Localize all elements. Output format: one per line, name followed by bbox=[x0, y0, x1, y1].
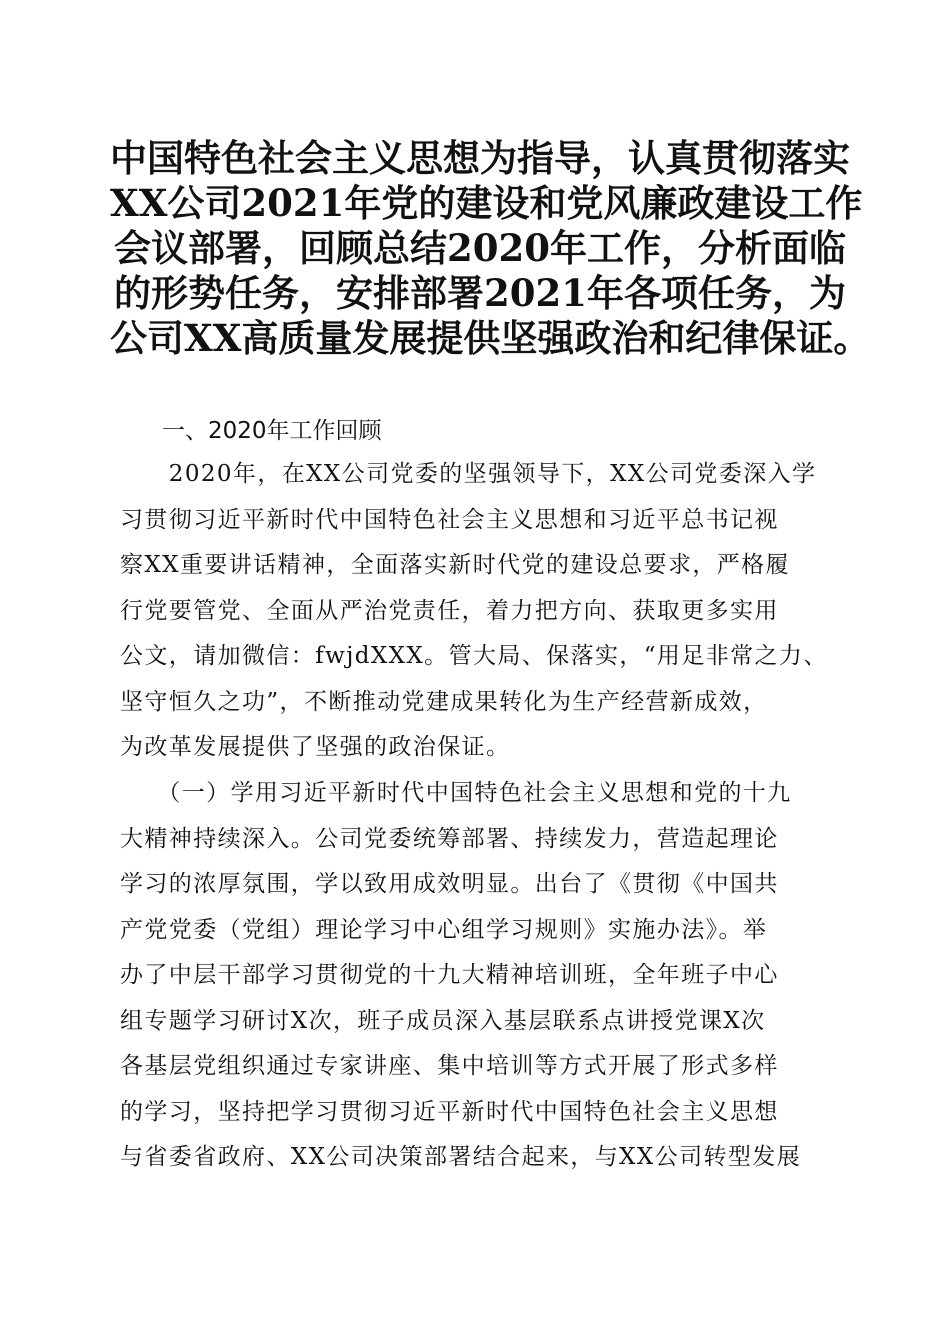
title-line: 会议部署，回顾总结2020年工作，分析面临 bbox=[114, 226, 846, 270]
document-title bbox=[110, 136, 871, 361]
title-line: XX公司2021年党的建设和党风廉政建设工作 bbox=[110, 181, 863, 225]
paragraph-line: 坚守恒久之功”，不断推动党建成果转化为生产经营新成效， bbox=[120, 688, 768, 715]
paragraph-line: 习贯彻习近平新时代中国特色社会主义思想和习近平总书记视 bbox=[120, 506, 779, 533]
title-line: 的形势任务，安排部署2021年各项任务，为 bbox=[114, 271, 846, 315]
section-heading: 一、2020年工作回顾 bbox=[162, 418, 382, 444]
paragraph-line: 各基层党组织通过专家讲座、集中培训等方式开展了形式多样 bbox=[120, 1053, 779, 1079]
paragraph-line: 大精神持续深入。公司党委统筹部署、持续发力，营造起理论 bbox=[120, 825, 779, 852]
paragraph-line: 与省委省政府、XX公司决策部署结合起来，与XX公司转型发展 bbox=[120, 1144, 802, 1170]
paragraph-line: 察XX重要讲话精神，全面落实新时代党的建设总要求，严格履 bbox=[120, 552, 790, 578]
title-line: 中国特色社会主义思想为指导，认真贯彻落实 bbox=[110, 136, 850, 180]
paragraph-line: 产党党委（党组）理论学习中心组学习规则》实施办法》。举 bbox=[120, 916, 768, 943]
intro-paragraph bbox=[120, 452, 840, 771]
subsection-paragraph bbox=[120, 771, 840, 1181]
paragraph-line: 的学习，坚持把学习贯彻习近平新时代中国特色社会主义思想 bbox=[120, 1098, 779, 1125]
paragraph-line: 2020年，在XX公司党委的坚强领导下，XX公司党委深入学 bbox=[120, 461, 817, 487]
title-line: 公司XX高质量发展提供坚强政治和纪律保证。 bbox=[110, 316, 871, 360]
paragraph-line: 为改革发展提供了坚强的政治保证。 bbox=[120, 734, 511, 760]
paragraph-line: （一）学用习近平新时代中国特色社会主义思想和党的十九 bbox=[120, 780, 792, 806]
paragraph-line: 组专题学习研讨X次，班子成员深入基层联系点讲授党课X次 bbox=[120, 1007, 766, 1034]
paragraph-line: 学习的浓厚氛围，学以致用成效明显。出台了《贯彻《中国共 bbox=[120, 871, 779, 897]
paragraph-line: 办了中层干部学习贯彻党的十九大精神培训班，全年班子中心 bbox=[120, 962, 779, 988]
paragraph-line: 行党要管党、全面从严治党责任，着力把方向、获取更多实用 bbox=[120, 597, 779, 624]
paragraph-line: 公文，请加微信：fwjdXXX。管大局、保落实，“用足非常之力、 bbox=[120, 643, 828, 669]
